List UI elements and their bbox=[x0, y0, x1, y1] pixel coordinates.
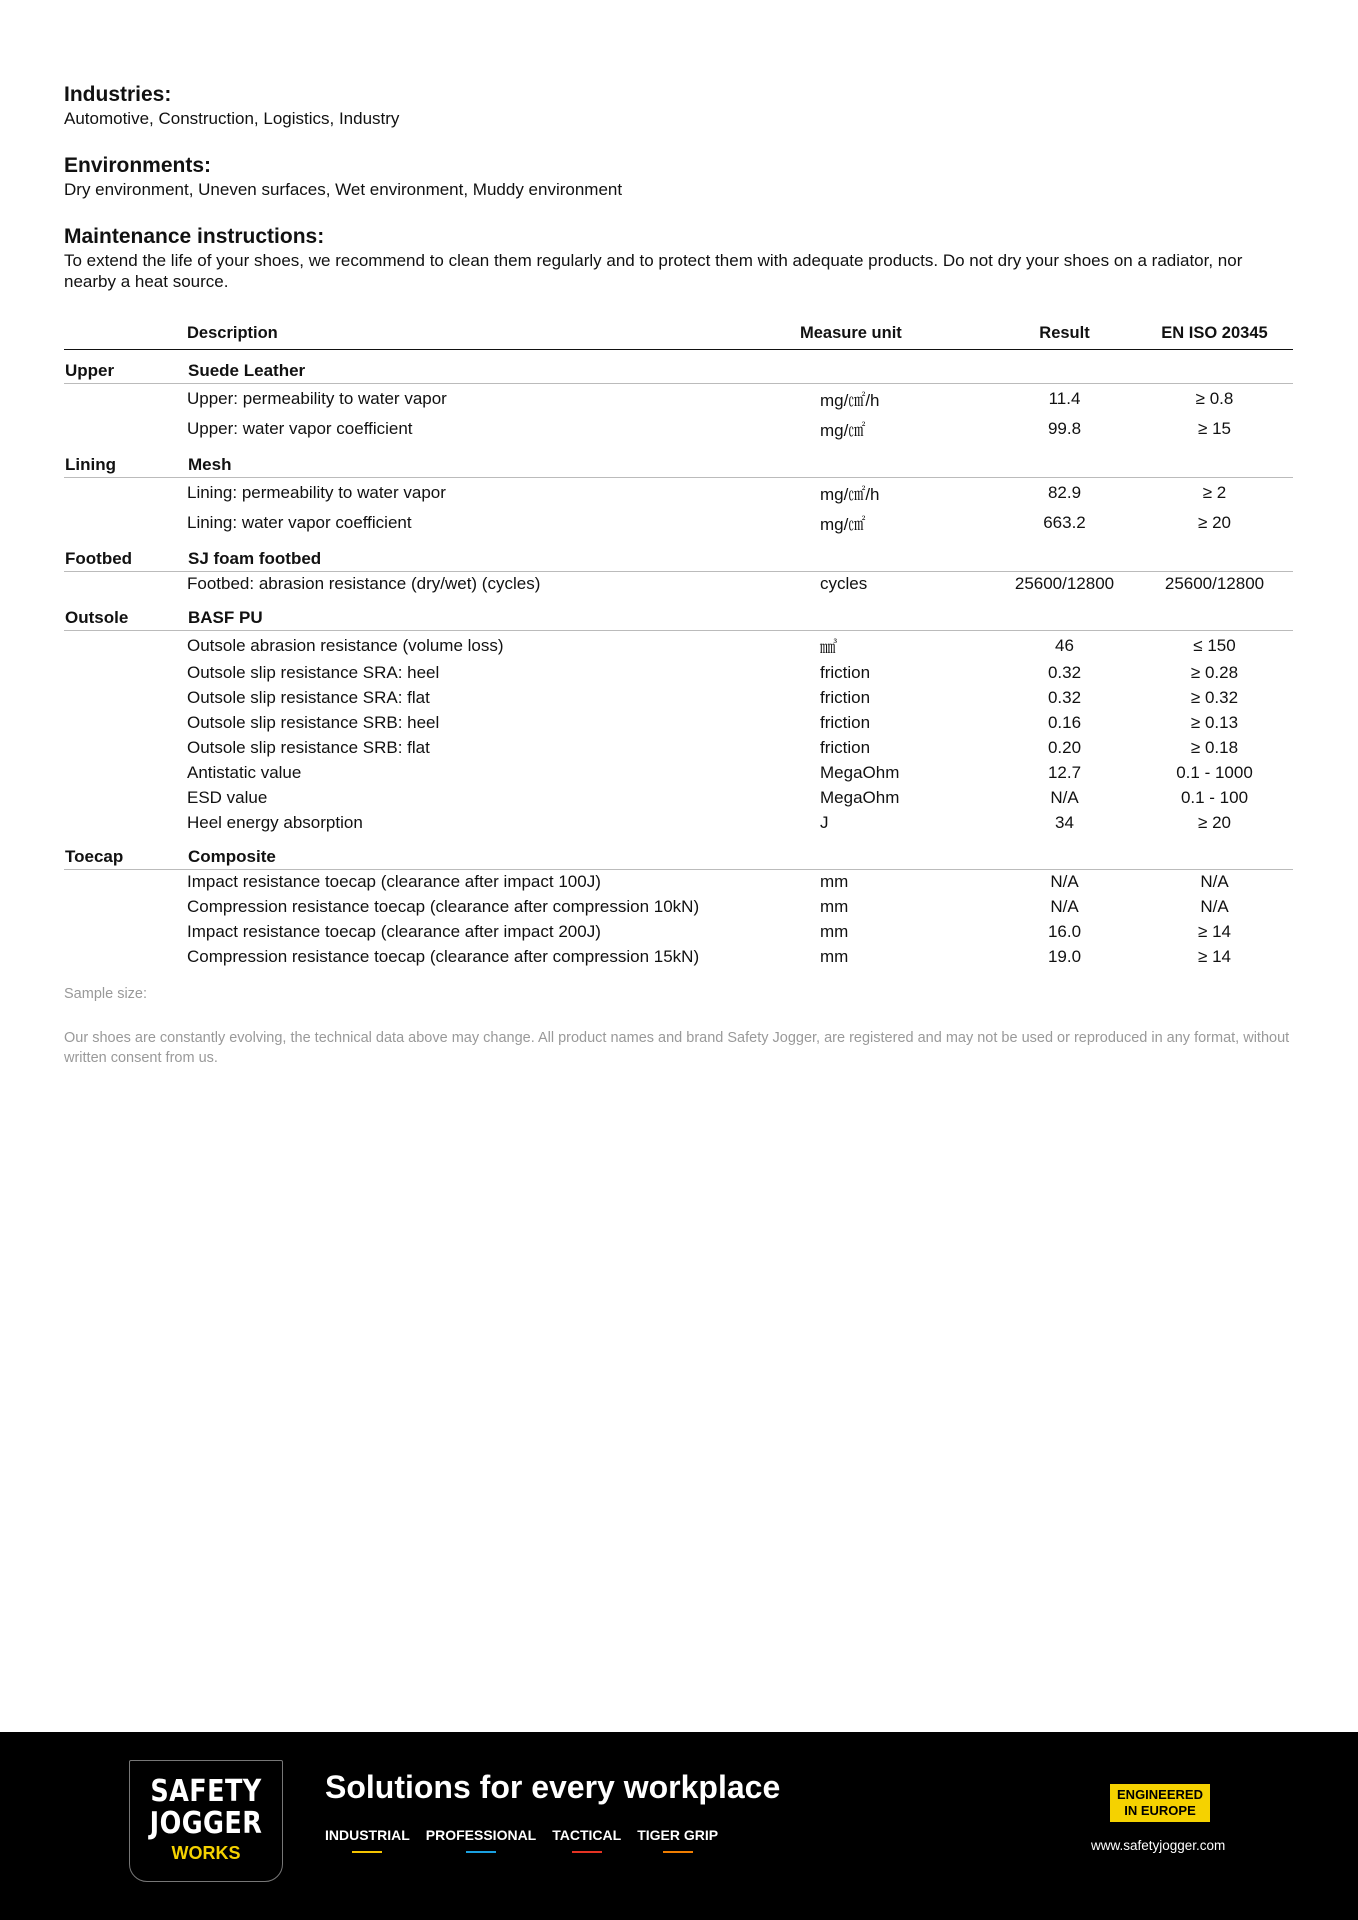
empty-cell bbox=[64, 870, 187, 896]
standard-cell: 0.1 - 100 bbox=[1180, 788, 1249, 807]
result-cell: 19.0 bbox=[1047, 947, 1082, 966]
footer bbox=[0, 1732, 1358, 1920]
industries-text: Automotive, Construction, Logistics, Industry bbox=[64, 109, 400, 128]
category-industrial bbox=[325, 1827, 410, 1853]
result-cell: 663.2 bbox=[1043, 512, 1086, 532]
material-label: BASF PU bbox=[187, 597, 1293, 631]
material-label: SJ foam footbed bbox=[187, 538, 1293, 572]
result-cell: 46 bbox=[1055, 635, 1074, 655]
table-row bbox=[64, 711, 1293, 736]
maintenance-section bbox=[64, 224, 1293, 292]
part-label: Lining bbox=[64, 444, 187, 478]
description-cell: Heel energy absorption bbox=[187, 813, 363, 832]
standard-cell: ≥ 0.28 bbox=[1190, 663, 1239, 682]
unit-cell: friction bbox=[820, 738, 871, 757]
result-cell: 0.20 bbox=[1047, 738, 1082, 757]
standard-cell: ≥ 14 bbox=[1198, 947, 1231, 966]
unit-cell: mg/㎠/h bbox=[820, 485, 880, 504]
header-result: Result bbox=[993, 322, 1136, 350]
empty-cell bbox=[64, 736, 187, 761]
unit-cell: MegaOhm bbox=[820, 788, 900, 807]
unit-cell: ㎣ bbox=[820, 638, 837, 657]
table-row bbox=[64, 661, 1293, 686]
table-group-row bbox=[64, 444, 1293, 478]
specifications-table bbox=[64, 322, 1293, 970]
part-label: Outsole bbox=[64, 597, 187, 631]
result-cell: 12.7 bbox=[1047, 763, 1082, 782]
result-cell: 82.9 bbox=[1047, 482, 1082, 502]
category-underline bbox=[352, 1851, 382, 1853]
safety-jogger-works-logo bbox=[129, 1760, 283, 1882]
badge-line-1: ENGINEERED bbox=[1117, 1787, 1203, 1802]
logo-text-safety: SAFETY bbox=[150, 1774, 262, 1809]
unit-cell: J bbox=[820, 813, 829, 832]
category-label: INDUSTRIAL bbox=[325, 1827, 410, 1843]
unit-cell: friction bbox=[820, 713, 871, 732]
description-cell: Outsole slip resistance SRA: heel bbox=[187, 663, 440, 682]
logo-text-works: WORKS bbox=[171, 1843, 241, 1863]
empty-cell bbox=[64, 661, 187, 686]
empty-cell bbox=[64, 711, 187, 736]
table-row bbox=[64, 384, 1293, 415]
standard-cell: ≥ 14 bbox=[1198, 922, 1231, 941]
result-cell: N/A bbox=[1050, 788, 1079, 807]
result-cell: 34 bbox=[1055, 813, 1074, 832]
unit-cell: friction bbox=[820, 663, 871, 682]
table-row bbox=[64, 414, 1293, 444]
material-label: Suede Leather bbox=[187, 350, 1293, 384]
table-body bbox=[64, 350, 1293, 971]
empty-cell bbox=[64, 761, 187, 786]
standard-cell: ≥ 15 bbox=[1198, 418, 1231, 438]
table-row bbox=[64, 945, 1293, 970]
standard-cell: ≥ 0.18 bbox=[1190, 738, 1239, 757]
unit-cell: mg/㎠ bbox=[820, 421, 866, 440]
result-cell: 11.4 bbox=[1048, 388, 1081, 408]
description-cell: Compression resistance toecap (clearance after compression 10kN) bbox=[187, 897, 700, 916]
environments-text: Dry environment, Uneven surfaces, Wet environment, Muddy environment bbox=[64, 180, 623, 199]
logo-text-jogger: JOGGER bbox=[149, 1806, 263, 1841]
standard-cell: ≥ 0.8 bbox=[1195, 388, 1234, 408]
category-underline bbox=[663, 1851, 693, 1853]
empty-cell bbox=[64, 811, 187, 836]
environments-section bbox=[64, 153, 1293, 200]
table-row bbox=[64, 786, 1293, 811]
unit-cell: cycles bbox=[820, 574, 868, 593]
unit-cell: mm bbox=[820, 922, 849, 941]
category-underline bbox=[572, 1851, 602, 1853]
table-row bbox=[64, 920, 1293, 945]
result-cell: 0.32 bbox=[1047, 688, 1082, 707]
standard-cell: ≥ 2 bbox=[1202, 482, 1227, 502]
industries-title: Industries: bbox=[64, 83, 172, 106]
category-label: PROFESSIONAL bbox=[425, 1827, 537, 1843]
table-row bbox=[64, 478, 1293, 509]
part-label: Upper bbox=[64, 350, 187, 384]
part-label: Footbed bbox=[64, 538, 187, 572]
empty-cell bbox=[64, 572, 187, 598]
category-tiger-grip bbox=[637, 1827, 718, 1853]
description-cell: ESD value bbox=[187, 788, 268, 807]
description-cell: Upper: permeability to water vapor bbox=[187, 388, 447, 408]
unit-cell: friction bbox=[820, 688, 871, 707]
description-cell: Upper: water vapor coefficient bbox=[187, 418, 413, 438]
standard-cell: ≥ 20 bbox=[1198, 512, 1231, 532]
industries-section bbox=[64, 82, 1293, 129]
part-label: Toecap bbox=[64, 836, 187, 870]
table-row bbox=[64, 631, 1293, 662]
standard-cell: 25600/12800 bbox=[1164, 574, 1265, 593]
empty-cell bbox=[64, 895, 187, 920]
empty-cell bbox=[64, 686, 187, 711]
result-cell: 99.8 bbox=[1047, 418, 1082, 438]
standard-cell: ≥ 0.32 bbox=[1190, 688, 1239, 707]
maintenance-text: To extend the life of your shoes, we recommend to clean them regularly and to protect them with adequate products. Do not dry your shoes on a radiator, nor nearby a heat source. bbox=[64, 251, 1243, 291]
empty-cell bbox=[64, 508, 187, 538]
table-group-row bbox=[64, 836, 1293, 870]
unit-cell: mm bbox=[820, 897, 849, 916]
result-cell: 0.16 bbox=[1047, 713, 1082, 732]
empty-cell bbox=[64, 786, 187, 811]
badge-line-2: IN EUROPE bbox=[1124, 1803, 1196, 1818]
sample-size: Sample size: bbox=[64, 986, 148, 1002]
table-group-row bbox=[64, 538, 1293, 572]
empty-cell bbox=[64, 920, 187, 945]
table-group-row bbox=[64, 597, 1293, 631]
description-cell: Outsole slip resistance SRB: flat bbox=[187, 738, 430, 757]
category-label: TIGER GRIP bbox=[637, 1827, 719, 1843]
description-cell: Outsole abrasion resistance (volume loss) bbox=[187, 635, 504, 655]
spec-sheet-content bbox=[64, 82, 1293, 1068]
description-cell: Antistatic value bbox=[187, 763, 302, 782]
description-cell: Footbed: abrasion resistance (dry/wet) (cycles) bbox=[187, 574, 541, 593]
category-tactical bbox=[552, 1827, 621, 1853]
result-cell: N/A bbox=[1050, 897, 1079, 916]
category-list bbox=[325, 1827, 718, 1853]
table-row bbox=[64, 870, 1293, 896]
description-cell: Impact resistance toecap (clearance after impact 200J) bbox=[187, 922, 601, 941]
standard-cell: ≥ 20 bbox=[1198, 813, 1231, 832]
unit-cell: mm bbox=[820, 947, 849, 966]
empty-cell bbox=[64, 414, 187, 444]
category-underline bbox=[466, 1851, 496, 1853]
website-url: www.safetyjogger.com bbox=[1091, 1838, 1226, 1853]
empty-cell bbox=[64, 478, 187, 509]
unit-cell: mm bbox=[820, 872, 849, 891]
environments-title: Environments: bbox=[64, 154, 212, 177]
standard-cell: ≥ 0.13 bbox=[1190, 713, 1239, 732]
category-professional bbox=[426, 1827, 536, 1853]
table-row bbox=[64, 572, 1293, 598]
description-cell: Impact resistance toecap (clearance after impact 100J) bbox=[187, 872, 601, 891]
category-label: TACTICAL bbox=[552, 1827, 622, 1843]
table-group-row bbox=[64, 350, 1293, 384]
standard-cell: N/A bbox=[1200, 872, 1229, 891]
description-cell: Lining: permeability to water vapor bbox=[187, 482, 446, 502]
engineered-in-europe-badge bbox=[1110, 1784, 1210, 1822]
description-cell: Outsole slip resistance SRB: heel bbox=[187, 713, 440, 732]
material-label: Composite bbox=[187, 836, 1293, 870]
unit-cell: mg/㎠/h bbox=[820, 391, 880, 410]
material-label: Mesh bbox=[187, 444, 1293, 478]
unit-cell: mg/㎠ bbox=[820, 515, 866, 534]
header-measure-unit: Measure unit bbox=[800, 322, 993, 350]
empty-cell bbox=[64, 631, 187, 662]
empty-cell bbox=[64, 945, 187, 970]
standard-cell: 0.1 - 1000 bbox=[1176, 763, 1253, 782]
table-row bbox=[64, 761, 1293, 786]
description-cell: Lining: water vapor coefficient bbox=[187, 512, 412, 532]
disclaimer: Our shoes are constantly evolving, the technical data above may change. All product names and brand Safety Jogger, are registered and may not be used or reproduced in any format, without written consent from us. bbox=[64, 1030, 1290, 1066]
result-cell: 0.32 bbox=[1047, 663, 1082, 682]
table-row bbox=[64, 895, 1293, 920]
table-row bbox=[64, 736, 1293, 761]
description-cell: Outsole slip resistance SRA: flat bbox=[187, 688, 430, 707]
table-row bbox=[64, 686, 1293, 711]
maintenance-title: Maintenance instructions: bbox=[64, 225, 325, 248]
table-row bbox=[64, 508, 1293, 538]
result-cell: N/A bbox=[1050, 872, 1079, 891]
result-cell: 25600/12800 bbox=[1014, 574, 1115, 593]
result-cell: 16.0 bbox=[1047, 922, 1082, 941]
empty-cell bbox=[64, 384, 187, 415]
header-standard: EN ISO 20345 bbox=[1136, 322, 1293, 350]
table-row bbox=[64, 811, 1293, 836]
standard-cell: N/A bbox=[1200, 897, 1229, 916]
unit-cell: MegaOhm bbox=[820, 763, 900, 782]
description-cell: Compression resistance toecap (clearance after compression 15kN) bbox=[187, 947, 700, 966]
header-description: Description bbox=[187, 322, 800, 350]
header-part bbox=[64, 322, 187, 350]
tagline: Solutions for every workplace bbox=[325, 1769, 781, 1805]
standard-cell: ≤ 150 bbox=[1193, 635, 1236, 655]
table-header-row bbox=[64, 322, 1293, 350]
